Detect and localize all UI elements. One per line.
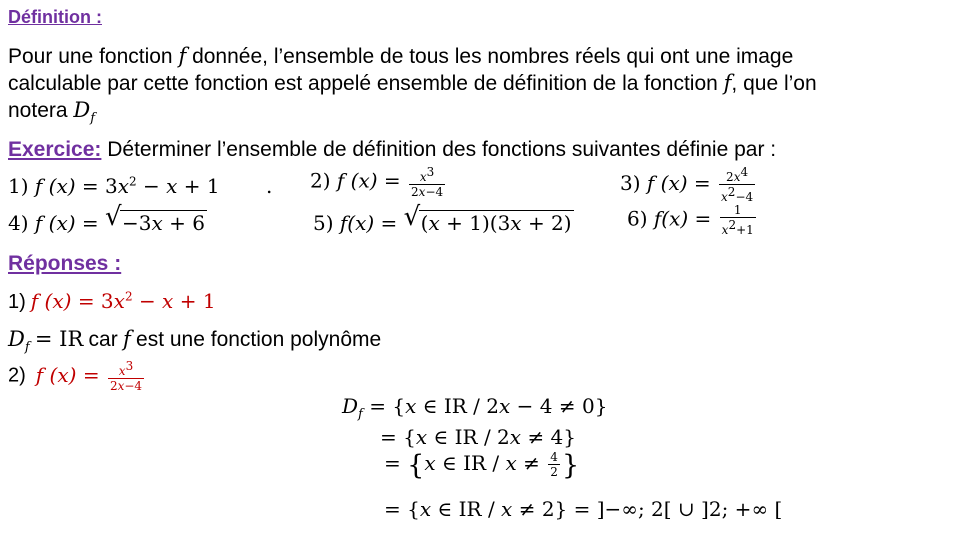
definition-line-2: calculable par cette fonction est appelé ensemble de définition de la fonction f, que l’on [8, 71, 817, 95]
answer-2-step-3: = {x ∈ IR / x ≠ $\frac{4}{2}$ } [384, 450, 580, 481]
answer-1-domain: $D_f$ = IR car f est une fonction polynôme [8, 327, 382, 355]
exercise-line [8, 138, 776, 162]
answer-2-step-2: = {x ∈ IR / 2x ≠ 4} [380, 425, 577, 449]
definition-heading: Définition : [8, 7, 102, 27]
exercise-separator: . [266, 174, 273, 198]
exercise-heading: Exercice: [8, 138, 102, 161]
exercise-item-3: 3) f (x) = $\frac{2x^4}{x^2-4}$ [620, 165, 754, 204]
answer-2-step-4: = {x ∈ IR / x ≠ 2} = ]−∞; 2[ ∪ ]2; +∞ [ [384, 497, 783, 521]
exercise-item-4: 4) f (x) = √ −3x + 6 [8, 202, 205, 235]
answer-1: 1) f $(x) = 3x^2 - x + 1$ [8, 289, 216, 313]
exercise-item-5: 5) f(x) = √ (x + 1)(3x + 2) [313, 202, 572, 235]
exercise-item-6: 6) f(x) = $\frac{1}{x^2+1}$ [627, 203, 754, 237]
answer-2-step-1: $D_f = \{x$ ∈ IR / 2x − 4 ≠ 0} [342, 394, 608, 422]
exercise-item-1: 1) f $(x) = 3x^2 - x + 1$ [8, 174, 220, 198]
exercise-prompt: Déterminer l’ensemble de définition des fonctions suivantes définie par : [107, 138, 777, 161]
definition-line-3: notera $D_f$ [8, 98, 96, 126]
exercise-item-2: 2) f (x) = $\frac{x^3}{2x-4}$ [310, 165, 444, 199]
answer-2: 2) f (x) = $\frac{x^3}{2x-4}$ [8, 359, 143, 393]
definition-line-1: Pour une fonction f donnée, l’ensemble de tous les nombres réels qui ont une image [8, 44, 794, 68]
answers-heading: Réponses : [8, 252, 122, 275]
definition-text [8, 43, 817, 132]
